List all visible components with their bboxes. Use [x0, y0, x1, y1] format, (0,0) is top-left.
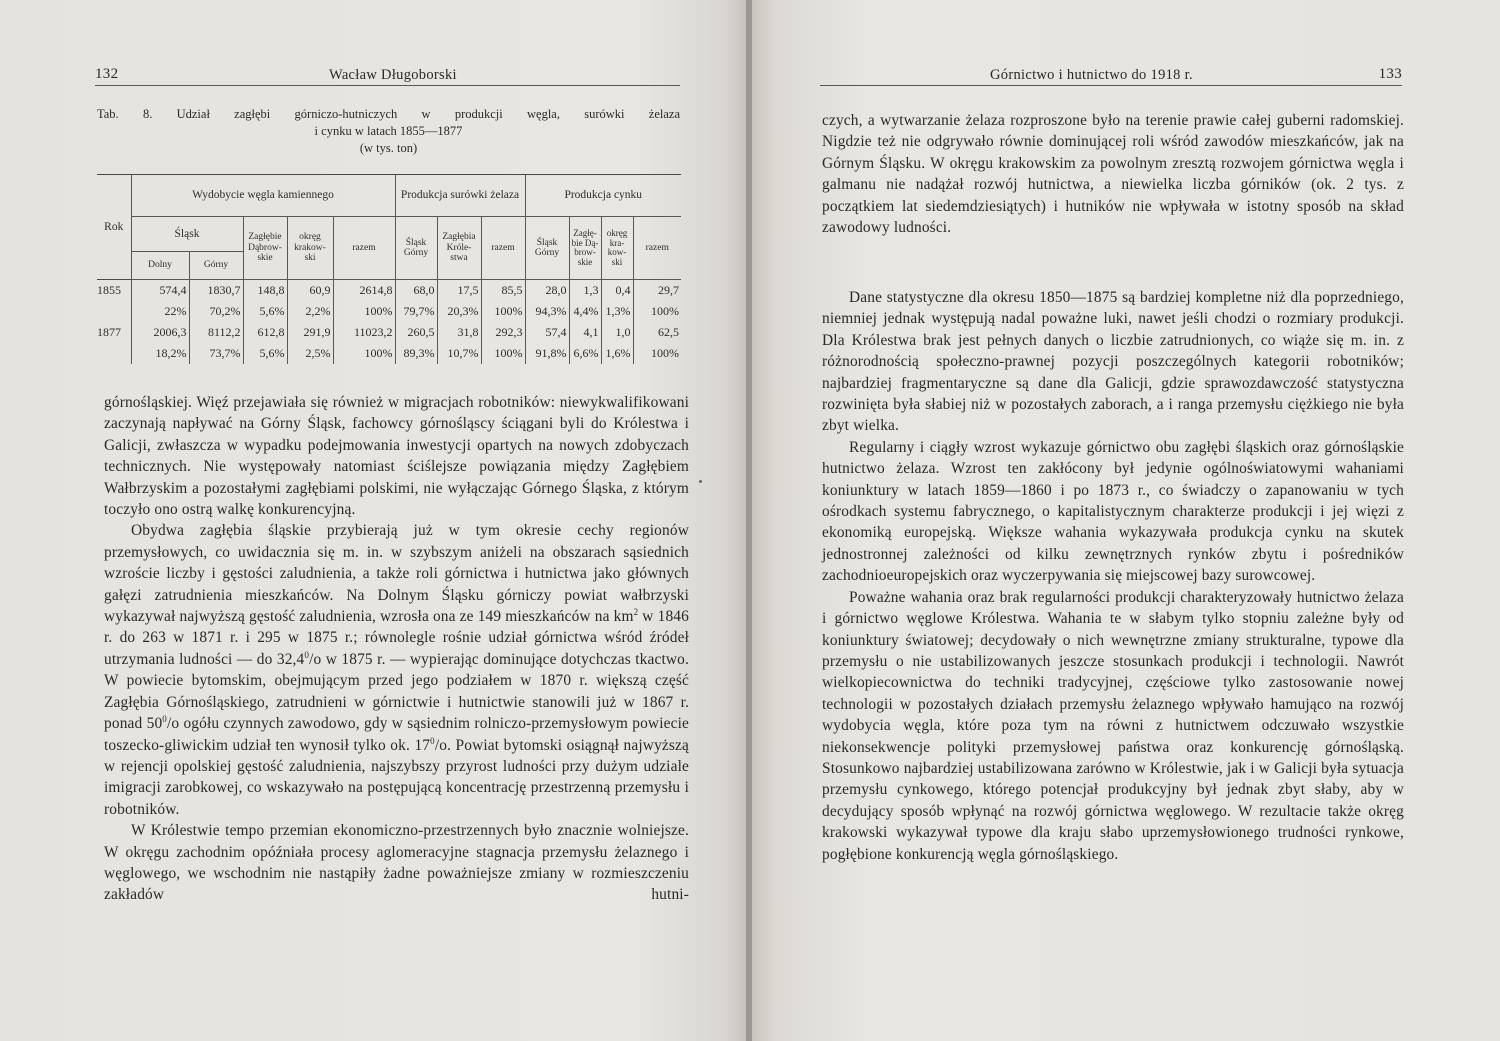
table-cell: 6,6%: [569, 343, 601, 364]
superscript: 2: [633, 606, 639, 617]
table-cell: 68,0: [395, 280, 437, 302]
table-cell: 89,3%: [395, 343, 437, 364]
running-title-right: Górnictwo i hutnictwo do 1918 r.: [990, 67, 1193, 83]
table-cell: 62,5: [633, 322, 681, 343]
table-cell: 60,9: [287, 280, 333, 302]
caption-line-3: (w tys. ton): [359, 141, 418, 155]
header-razem-iron: razem: [481, 217, 525, 280]
table-cell: 2006,3: [131, 322, 189, 343]
table-cell: 148,8: [243, 280, 287, 302]
superscript: 0: [430, 735, 435, 746]
table-row: [97, 343, 681, 364]
table-cell: 1830,7: [189, 280, 243, 302]
caption-line-1: Tab. 8. Udział zagłębi górniczo-hutniczych w produkcji węgla, surówki żelaza: [97, 107, 680, 121]
table-caption: [97, 106, 680, 157]
table-cell: 18,2%: [131, 343, 189, 364]
paragraph: Dane statystyczne dla okresu 1850—1875 są bardziej kompletne niż dla poprzedniego, niemniej jednak występują nadal poważne luki, nawet jeśli chodzi o rozmiary produkcji. Dla Królestwa brak jest pełnych danych o liczbie zatrudnionych, co wiąże się m. in. z różnorodnością społeczno-prawnej pozycji poszczególnych kategorii robotników; najbardziej fragmentaryczne są dane dla Galicji, gdzie sprawozdawczość statystyczna rozwinięta była słabiej niż w pozostałych zaborach, a i ranga przemysłu ciężkiego nie była zbyt wielka.: [822, 289, 1404, 435]
table-cell: 100%: [333, 343, 395, 364]
header-zaglebie-dabrowskie: Zagłębie Dąbrow- skie: [243, 217, 287, 280]
running-head-right: [820, 66, 1402, 86]
table-cell: 94,3%: [525, 301, 569, 322]
header-okreg-krakowski: okręg krakow- ski: [287, 217, 333, 280]
table-cell: 8112,2: [189, 322, 243, 343]
header-gorny: Górny: [189, 252, 243, 280]
text-run: /o ogółu czynnych zawodowo, gdy w sąsiednim rolniczo-przemysłowym powiecie toszecko-gliwickim udział ten wynosił tylko ok. 17: [104, 715, 689, 754]
paragraph: [104, 520, 689, 820]
header-slask-gorny-iron: Śląsk Górny: [395, 217, 437, 280]
table-cell: 2614,8: [333, 280, 395, 302]
paragraph: Regularny i ciągły wzrost wykazuje górnictwo obu zagłębi śląskich oraz górnośląskie hutnictwo żelaza. Wzrost ten zakłócony był jedynie ogólnoświatowymi wahaniami koniunktury w latach 1859—1860 i po 1873 r., co świadczy o zapanowaniu w tych ośrodkach systemu fabrycznego, o kapitalistycznym charakterze produkcji i jej więzi z ekonomiką europejską. Większe wahania wykazywała produkcja cynku na skutek jednostronnej zależności od kilku zewnętrznych rynków zbytu i pośredników zachodnioeuropejskich oraz wyczerpywania się miejscowej bazy surowcowej.: [822, 438, 1404, 585]
right-page: [752, 0, 1500, 1041]
table-cell: 2,5%: [287, 343, 333, 364]
table-cell: 11023,2: [333, 322, 395, 343]
text-run: /o w 1875 r. — wypierając dominujące dotychczas tkactwo. W powiecie bytomskim, obejmującym przed jego podziałem w 1870 r. większą część Zagłębia Górnośląskiego, zatrudnieni w górnictwie i hutnictwie stanowili już w 1867 r. ponad 50: [104, 650, 689, 733]
left-page: [0, 0, 748, 1041]
table-cell: 1,6%: [601, 343, 633, 364]
paragraph: W Królestwie tempo przemian ekonomiczno-przestrzennych było znacznie wolniejsze. W okręgu zachodnim opóźniała procesy aglomeracyjne stagnacja przemysłu żelaznego i węglowego, we wschodnim nie nastąpiły żadne poważniejsze zmiany w rozmieszczeniu zakładów hutni-: [104, 822, 689, 904]
table-cell: 292,3: [481, 322, 525, 343]
table-cell: 100%: [633, 301, 681, 322]
page-number-right: 133: [1378, 66, 1402, 82]
table-cell: 91,8%: [525, 343, 569, 364]
header-zinc: Produkcja cynku: [525, 175, 681, 217]
table-cell: 29,7: [633, 280, 681, 302]
table-cell: 0,4: [601, 280, 633, 302]
header-iron: Produkcja surówki żelaza: [395, 175, 525, 217]
table-row: [97, 322, 681, 343]
table-cell: 1,0: [601, 322, 633, 343]
header-okreg-krakowski-zinc: okręg kra- kow- ski: [601, 217, 633, 280]
header-dolny: Dolny: [131, 252, 189, 280]
table-cell: 1,3%: [601, 301, 633, 322]
superscript: 0: [304, 649, 310, 660]
running-head-left: [95, 66, 680, 86]
header-razem-coal: razem: [333, 217, 395, 280]
table-cell: 291,9: [287, 322, 333, 343]
row-year: 1855: [97, 280, 131, 302]
table-cell: 1,3: [569, 280, 601, 302]
table-cell: 22%: [131, 301, 189, 322]
text-run: w 1846 r. do 263 w 1871 r. i 295 w 1875 r.; równolegle rośnie udział górnictwa wśród źródeł utrzymania ludności — do 32,4: [104, 608, 689, 668]
paragraph: czych, a wytwarzanie żelaza rozproszone było na terenie prawie całej guberni radomskiej. Nigdzie też nie odgrywało równie dominującej roli wśród zawodów mieszkańców, jak na Górnym Śląsku. W okręgu krakowskim za powolnym zresztą rozwojem górnictwa węgla i galmanu nie nadążał rozwój hutnictwa, a niewielka liczba górników (ok. 2 tys. z początkiem lat siedemdziesiątych) i hutników nie wpływała w istotny sposób na skład zawodowy ludności.: [822, 112, 1404, 237]
table-cell: 100%: [481, 343, 525, 364]
table-cell: 612,8: [243, 322, 287, 343]
table-row: [97, 280, 681, 302]
paragraph: Poważne wahania oraz brak regularności produkcji charakteryzowały hutnictwo żelaza i górnictwo węglowe Królestwa. Wahania te w słabym tylko stopniu zależne były od koniunktury światowej; decydowały o nich wewnętrzne zmiany strukturalne, typowe dla przemysłu o nie ustabilizowanych jeszcze stosunkach produkcji i technologii. Nawrót wielkopiecownictwa do techniki tradycyjnej, częściowe tylko zastosowanie nowej technologii w pozostałych działach przemysłu żelaznego wpływało hamująco na rozwój wydobycia węgla, które poza tym na równi z hutnictwem odczuwało wszystkie niekonsekwencje polityki przemysłowej państwa oraz konkurencję górnośląską. Stosunkowo najbardziej ustabilizowana zarówno w Królestwie, jak i w Galicji była sytuacja przemysłu cynkowego, którego potencjał produkcyjny był jednak zbyt słaby, aby w decydujący sposób wpłynąć na rozwój górnictwa węglowego. W rezultacie także okręg krakowski wykazywał typowe dla kraju słabo uprzemysłowionego trudności rynkowe, pogłębione konkurencją węgla górnośląskiego.: [822, 588, 1404, 863]
right-body-text: [822, 287, 1404, 865]
table-cell: 574,4: [131, 280, 189, 302]
header-slask: Śląsk: [131, 217, 243, 252]
text-run: Obydwa zagłębia śląskie przybierają już w tym okresie cechy regionów przemysłowych, co uwidacznia się m. in. w szybszym aniżeli na obszarach sąsiednich wzroście liczby i gęstości zaludnienia, a także roli górnictwa i hutnictwa jako głównych gałęzi zatrudnienia mieszkańców. Na Dolnym Śląsku górniczy powiat wałbrzyski wykazywał najwyższą gęstość zaludnienia, wzrosła ona ze 149 mieszkańców na km: [104, 522, 689, 626]
left-body-text: [104, 392, 689, 906]
table-cell: 100%: [333, 301, 395, 322]
row-year: 1877: [97, 325, 121, 339]
header-zaglebia-krolestwa: Zagłębia Króle- stwa: [437, 217, 481, 280]
table-cell: 28,0: [525, 280, 569, 302]
header-slask-gorny-zinc: Śląsk Górny: [525, 217, 569, 280]
header-rok: Rok: [97, 175, 131, 280]
paragraph: górnośląskiej. Więź przejawiała się również w migracjach robotników: niewykwalifikowani zaczynają napływać na Górny Śląsk, fachowcy górnośląscy ściągani byli do Królestwa i Galicji, zwłaszcza w wypadku podejmowania inwestycji opartych na nowych zdobyczach technicznych. Nie występowały natomiast ściślejsze powiązania między Zagłębiem Wałbrzyskim a pozostałymi zagłębiami polskimi, nie wyłączając Górnego Śląska, z którym toczyło ono ostrą walkę konkurencyjną.: [104, 394, 689, 519]
table-cell: 17,5: [437, 280, 481, 302]
page-number-left: 132: [95, 66, 119, 82]
caption-line-2: i cynku w latach 1855—1877: [314, 124, 463, 138]
table-cell: 4,4%: [569, 301, 601, 322]
table-cell: 260,5: [395, 322, 437, 343]
table-cell: 4,1: [569, 322, 601, 343]
production-table: [97, 174, 681, 364]
page-speck: [699, 480, 702, 483]
right-body-text-top: [822, 110, 1404, 238]
table-row: [97, 301, 681, 322]
table-cell: 57,4: [525, 322, 569, 343]
running-title-left: Wacław Długoborski: [329, 67, 457, 83]
table-cell: 20,3%: [437, 301, 481, 322]
table-cell: 79,7%: [395, 301, 437, 322]
superscript: 0: [162, 713, 167, 724]
table-cell: 5,6%: [243, 343, 287, 364]
table-cell: 85,5: [481, 280, 525, 302]
table-cell: 10,7%: [437, 343, 481, 364]
table-cell: 5,6%: [243, 301, 287, 322]
text-run: /o. Powiat bytomski osiągnął najwyższą w rejencji opolskiej gęstość zaludnienia, najszybszy przyrost ludności przy dużym udziale imigracji zarobkowej, co wskazywało na postępującą koncentrację przestrzenną przemysłu i robotników.: [104, 736, 689, 818]
header-zaglebie-dabrowskie-zinc: Zagłę- bie Dą- brow- skie: [569, 217, 601, 280]
table-cell: 100%: [633, 343, 681, 364]
header-razem-zinc: razem: [633, 217, 681, 280]
table-cell: 31,8: [437, 322, 481, 343]
table-cell: 2,2%: [287, 301, 333, 322]
table-cell: 100%: [481, 301, 525, 322]
header-coal: Wydobycie węgla kamiennego: [131, 175, 395, 217]
table-cell: 73,7%: [189, 343, 243, 364]
table-cell: 70,2%: [189, 301, 243, 322]
